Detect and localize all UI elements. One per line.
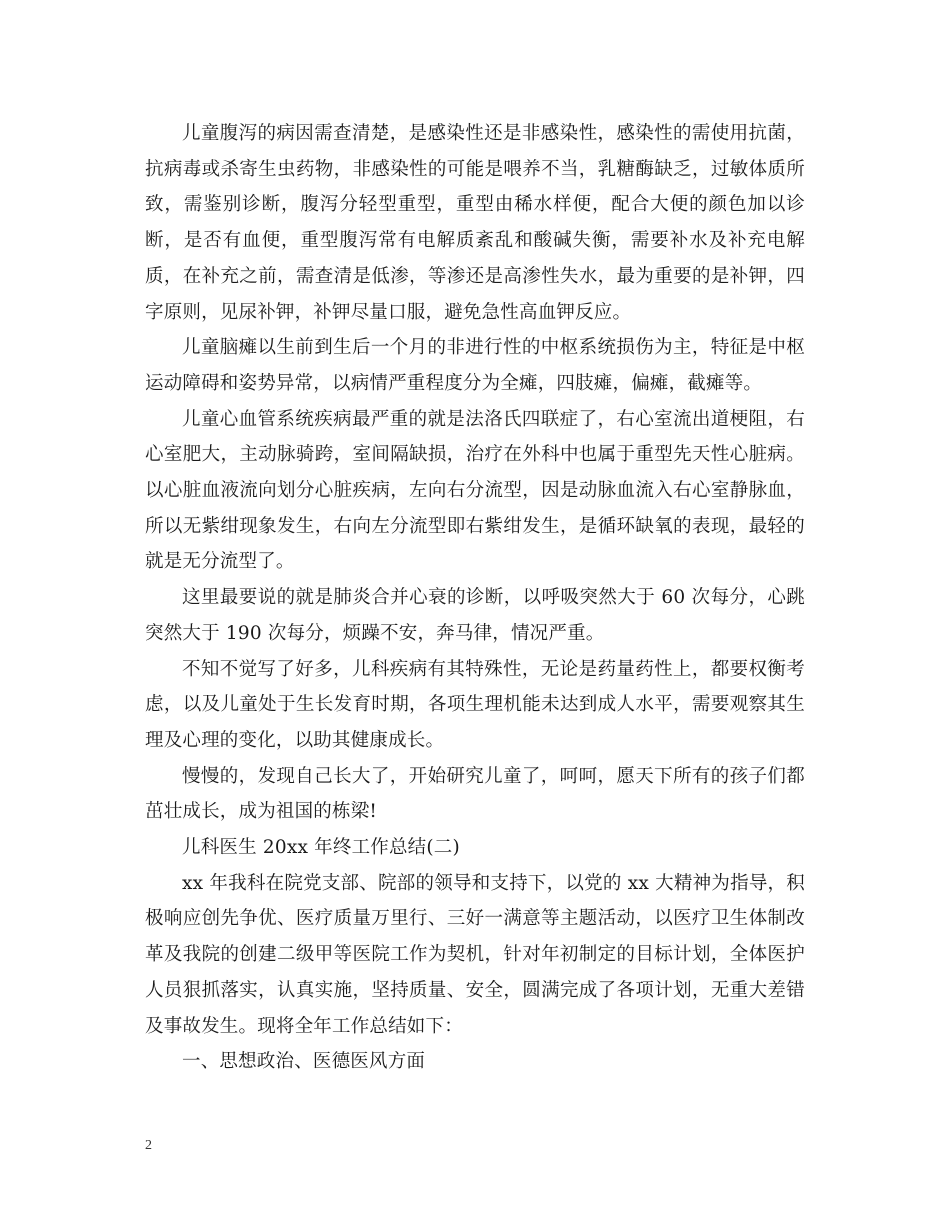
section-heading: 儿科医生 20xx 年终工作总结(二) (182, 837, 460, 859)
paragraph-cardiovascular: 儿童心血管系统疾病最严重的就是法洛氏四联症了，右心室流出道梗阻，右心室肥大，主动脉骑跨，室间隔缺损，治疗在外科中也属于重型先天性心脏病。以心脏血液流向划分心脏疾病，左向右分流型，因是动脉血流入右心室静脉血，所以无紫绀现象发生，右向左分流型即右紫绀发生，是循环缺氧的表现，最轻的就是无分流型了。 (145, 408, 805, 573)
paragraph-reflection: 不知不觉写了好多，儿科疾病有其特殊性，无论是药量药性上，都要权衡考虑，以及儿童处于生长发育时期，各项生理机能未达到成人水平，需要观察其生理及心理的变化，以助其健康成长。 (145, 658, 805, 751)
document-body (145, 116, 805, 1080)
page-number: 2 (145, 1138, 152, 1153)
paragraph-cerebral-palsy: 儿童脑瘫以生前到生后一个月的非进行性的中枢系统损伤为主，特征是中枢运动障碍和姿势异常，以病情严重程度分为全瘫，四肢瘫，偏瘫，截瘫等。 (145, 337, 805, 394)
paragraph-diarrhea: 儿童腹泻的病因需查清楚，是感染性还是非感染性，感染性的需使用抗菌，抗病毒或杀寄生虫药物，非感染性的可能是喂养不当，乳糖酶缺乏，过敏体质所致，需鉴别诊断，腹泻分轻型重型，重型由稀水样便，配合大便的颜色加以诊断，是否有血便，重型腹泻常有电解质紊乱和酸碱失衡，需要补水及补充电解质，在补充之前，需查清是低渗，等渗还是高渗性失水，最为重要的是补钾，四字原则，见尿补钾，补钾尽量口服，避免急性高血钾反应。 (145, 123, 805, 323)
paragraph-annual-summary: xx 年我科在院党支部、院部的领导和支持下，以党的 xx 大精神为指导，积极响应创先争优、医疗质量万里行、三好一满意等主题活动，以医疗卫生体制改革及我院的创建二级甲等医院工作为契机，针对年初制定的目标计划，全体医护人员狠抓落实，认真实施，坚持质量、安全，圆满完成了各项计划，无重大差错及事故发生。现将全年工作总结如下： (145, 872, 805, 1037)
subsection-heading: 一、思想政治、医德医风方面 (182, 1051, 426, 1073)
paragraph-wishes: 慢慢的，发现自己长大了，开始研究儿童了，呵呵，愿天下所有的孩子们都茁壮成长，成为祖国的栋梁! (145, 765, 805, 823)
paragraph-pneumonia-heart-failure: 这里最要说的就是肺炎合并心衰的诊断，以呼吸突然大于 60 次每分，心跳突然大于 190 次每分，烦躁不安，奔马律，情况严重。 (145, 587, 805, 644)
